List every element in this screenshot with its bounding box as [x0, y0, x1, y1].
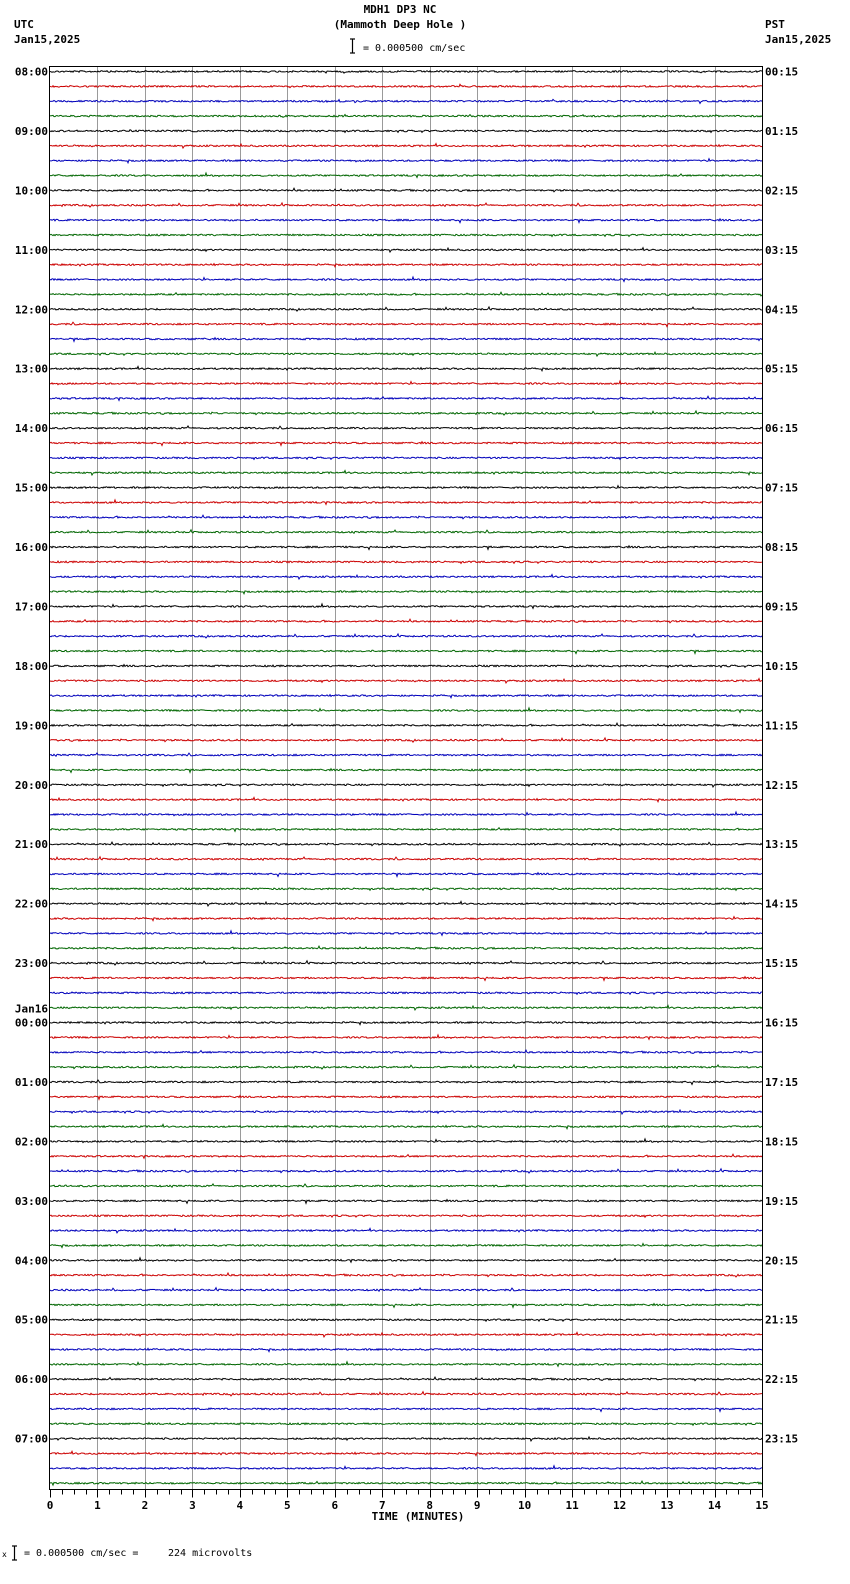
seismic-trace — [50, 352, 762, 356]
utc-hour-label: 14:00 — [14, 422, 48, 436]
seismic-trace — [50, 173, 762, 178]
x-tick-label: 13 — [660, 1499, 674, 1512]
utc-hour-label: 17:00 — [14, 600, 48, 614]
seismic-trace — [50, 338, 762, 342]
x-tick-label: 15 — [755, 1499, 769, 1512]
seismic-trace — [50, 769, 762, 773]
seismic-trace — [50, 515, 762, 519]
seismic-trace — [50, 71, 762, 74]
seismic-trace — [50, 561, 762, 563]
pst-hour-label: 19:15 — [765, 1194, 799, 1208]
seismic-trace — [50, 1139, 762, 1143]
utc-hour-label: 10:00 — [14, 184, 48, 198]
utc-hour-label: 11:00 — [14, 243, 48, 257]
footer-mark: x — [2, 1550, 7, 1559]
x-tick-label: 7 — [378, 1499, 386, 1512]
pst-hour-label: 21:15 — [765, 1313, 799, 1327]
seismic-trace — [50, 457, 762, 459]
seismic-trace — [50, 665, 762, 668]
seismic-trace — [50, 381, 762, 385]
seismic-trace — [50, 471, 762, 475]
utc-hour-label: 13:00 — [14, 362, 48, 376]
seismic-trace — [50, 307, 762, 311]
seismic-trace — [50, 1184, 762, 1187]
seismic-trace — [50, 591, 762, 594]
seismic-trace — [50, 130, 762, 133]
seismic-trace — [50, 1065, 762, 1069]
seismic-trace — [50, 961, 762, 965]
seismic-trace — [50, 1423, 762, 1426]
seismic-trace — [50, 1258, 762, 1262]
pst-hour-label: 14:15 — [765, 897, 799, 911]
seismic-trace — [50, 1273, 762, 1277]
utc-hour-label: 09:00 — [14, 124, 48, 138]
seismic-trace — [50, 842, 762, 846]
pst-hour-label: 00:15 — [765, 65, 799, 79]
seismic-trace — [50, 1377, 762, 1381]
seismic-trace — [50, 650, 762, 653]
seismic-trace — [50, 1481, 762, 1485]
footer-scale-text: = 0.000500 cm/sec = — [24, 1548, 139, 1559]
x-tick-label: 8 — [426, 1499, 434, 1512]
seismic-trace — [50, 917, 762, 921]
seismic-trace — [50, 828, 762, 832]
utc-hour-label: 18:00 — [14, 659, 48, 673]
pst-hour-label: 09:15 — [765, 600, 799, 614]
utc-hour-label: 20:00 — [14, 778, 48, 792]
pst-hour-label: 11:15 — [765, 719, 799, 733]
seismic-trace — [50, 977, 762, 981]
pst-hour-label: 20:15 — [765, 1254, 799, 1268]
utc-hour-label: 01:00 — [14, 1075, 48, 1089]
seismic-trace — [50, 695, 762, 698]
station-title: MDH1 DP3 NC — [363, 3, 437, 16]
seismic-trace — [50, 575, 762, 579]
seismic-trace — [50, 784, 762, 787]
seismic-trace — [50, 1288, 762, 1292]
station-subtitle: (Mammoth Deep Hole ) — [333, 18, 467, 31]
utc-hour-label: 15:00 — [14, 481, 48, 495]
seismic-trace — [50, 234, 762, 236]
seismic-trace — [50, 1244, 762, 1248]
pst-hour-label: 07:15 — [765, 481, 799, 495]
x-tick-label: 5 — [284, 1499, 291, 1512]
seismic-trace — [50, 248, 762, 252]
seismic-trace — [50, 292, 762, 296]
seismic-trace — [50, 798, 762, 802]
seismic-trace — [50, 1050, 762, 1053]
seismic-trace — [50, 530, 762, 534]
seismic-trace — [50, 144, 762, 149]
pst-hour-label: 05:15 — [765, 362, 799, 376]
seismic-trace — [50, 1200, 762, 1204]
seismic-trace — [50, 1124, 762, 1128]
utc-hour-label: 05:00 — [14, 1313, 48, 1327]
utc-hour-label: 02:00 — [14, 1135, 48, 1149]
pst-hour-label: 10:15 — [765, 659, 799, 673]
seismic-trace — [50, 812, 762, 816]
seismic-trace — [50, 203, 762, 207]
utc-hour-label: 16:00 — [14, 541, 48, 555]
utc-hour-label: 04:00 — [14, 1254, 48, 1268]
x-tick-label: 14 — [707, 1499, 722, 1512]
left-date: Jan15,2025 — [14, 33, 81, 46]
seismic-trace — [50, 1215, 762, 1217]
seismic-trace — [50, 723, 762, 726]
seismic-trace — [50, 1096, 762, 1100]
x-tick-label: 9 — [473, 1499, 481, 1512]
seismic-trace — [50, 1332, 762, 1337]
pst-hour-label: 06:15 — [765, 422, 799, 436]
seismic-trace — [50, 1451, 762, 1455]
day-change-label: Jan16 — [14, 1002, 48, 1016]
seismic-trace — [50, 1319, 762, 1321]
pst-hour-label: 17:15 — [765, 1075, 799, 1089]
seismic-trace — [50, 634, 762, 638]
pst-hour-label: 15:15 — [765, 957, 799, 971]
x-tick-label: 3 — [189, 1499, 196, 1512]
seismic-trace — [50, 604, 762, 609]
seismic-trace — [50, 738, 762, 742]
right-timezone: PST — [765, 18, 785, 31]
utc-hour-label: 23:00 — [14, 957, 48, 971]
pst-hour-label: 23:15 — [765, 1432, 799, 1446]
seismic-trace — [50, 1408, 762, 1411]
pst-hour-label: 13:15 — [765, 838, 799, 852]
seismic-trace — [50, 1154, 762, 1158]
seismic-trace — [50, 1035, 762, 1039]
seismic-trace — [50, 619, 762, 623]
x-tick-label: 12 — [612, 1499, 627, 1512]
seismic-trace — [50, 1392, 762, 1396]
utc-hour-label: 12:00 — [14, 303, 48, 317]
seismic-trace — [50, 367, 762, 371]
seismic-trace — [50, 442, 762, 446]
right-date: Jan15,2025 — [765, 33, 832, 46]
x-tick-label: 11 — [565, 1499, 579, 1512]
utc-hour-label: 03:00 — [14, 1194, 48, 1208]
x-tick-label: 10 — [518, 1499, 532, 1512]
seismic-trace — [50, 99, 762, 103]
seismic-trace — [50, 902, 762, 906]
seismic-trace — [50, 396, 762, 400]
pst-hour-label: 01:15 — [765, 124, 799, 138]
seismic-trace — [50, 188, 762, 192]
pst-hour-label: 03:15 — [765, 243, 799, 257]
seismic-trace — [50, 1169, 762, 1173]
pst-hour-label: 08:15 — [765, 541, 799, 555]
x-tick-label: 1 — [94, 1499, 101, 1512]
utc-hour-label: 08:00 — [14, 65, 48, 79]
seismic-trace — [50, 888, 762, 890]
seismic-trace — [50, 1362, 762, 1367]
seismic-trace — [50, 992, 762, 994]
seismic-trace — [50, 411, 762, 415]
seismic-trace — [50, 426, 762, 429]
seismic-trace — [50, 546, 762, 550]
seismic-trace — [50, 277, 762, 282]
seismic-trace — [50, 1080, 762, 1084]
seismic-trace — [50, 1437, 762, 1441]
utc-hour-label: 06:00 — [14, 1373, 48, 1387]
pst-hour-label: 12:15 — [765, 778, 799, 792]
seismic-trace — [50, 1006, 762, 1010]
x-tick-label: 4 — [236, 1499, 244, 1512]
pst-hour-label: 04:15 — [765, 303, 799, 317]
utc-hour-label: 19:00 — [14, 719, 48, 733]
seismic-trace — [50, 1228, 762, 1232]
seismic-trace — [50, 159, 762, 163]
pst-hour-label: 18:15 — [765, 1135, 799, 1149]
utc-hour-label: 22:00 — [14, 897, 48, 911]
utc-hour-label: 00:00 — [14, 1016, 48, 1030]
pst-hour-label: 22:15 — [765, 1373, 799, 1387]
x-tick-label: 0 — [46, 1499, 54, 1512]
seismic-trace — [50, 264, 762, 267]
seismic-trace — [50, 219, 762, 223]
pst-hour-label: 16:15 — [765, 1016, 799, 1030]
x-tick-label: 6 — [331, 1499, 339, 1512]
footer-microvolts: 224 microvolts — [168, 1548, 253, 1559]
scale-text: = 0.000500 cm/sec — [363, 43, 466, 54]
pst-hour-label: 02:15 — [765, 184, 799, 198]
seismic-trace — [50, 1022, 762, 1025]
seismic-trace — [50, 857, 762, 860]
seismic-trace — [50, 500, 762, 505]
seismic-trace — [50, 753, 762, 756]
utc-hour-label: 07:00 — [14, 1432, 48, 1446]
seismic-trace — [50, 931, 762, 936]
seismic-trace — [50, 1466, 762, 1470]
seismic-trace — [50, 84, 762, 87]
seismic-trace — [50, 708, 762, 713]
left-timezone: UTC — [14, 18, 34, 31]
seismic-trace — [50, 115, 762, 118]
seismic-trace — [50, 1348, 762, 1351]
seismic-trace — [50, 322, 762, 326]
x-tick-label: 2 — [141, 1499, 149, 1512]
seismic-trace — [50, 873, 762, 877]
seismic-trace — [50, 486, 762, 489]
seismic-trace — [50, 1304, 762, 1308]
seismic-trace — [50, 1110, 762, 1114]
x-axis-label: TIME (MINUTES) — [371, 1510, 465, 1523]
seismic-trace — [50, 946, 762, 950]
seismic-trace — [50, 679, 762, 683]
utc-hour-label: 21:00 — [14, 838, 48, 852]
